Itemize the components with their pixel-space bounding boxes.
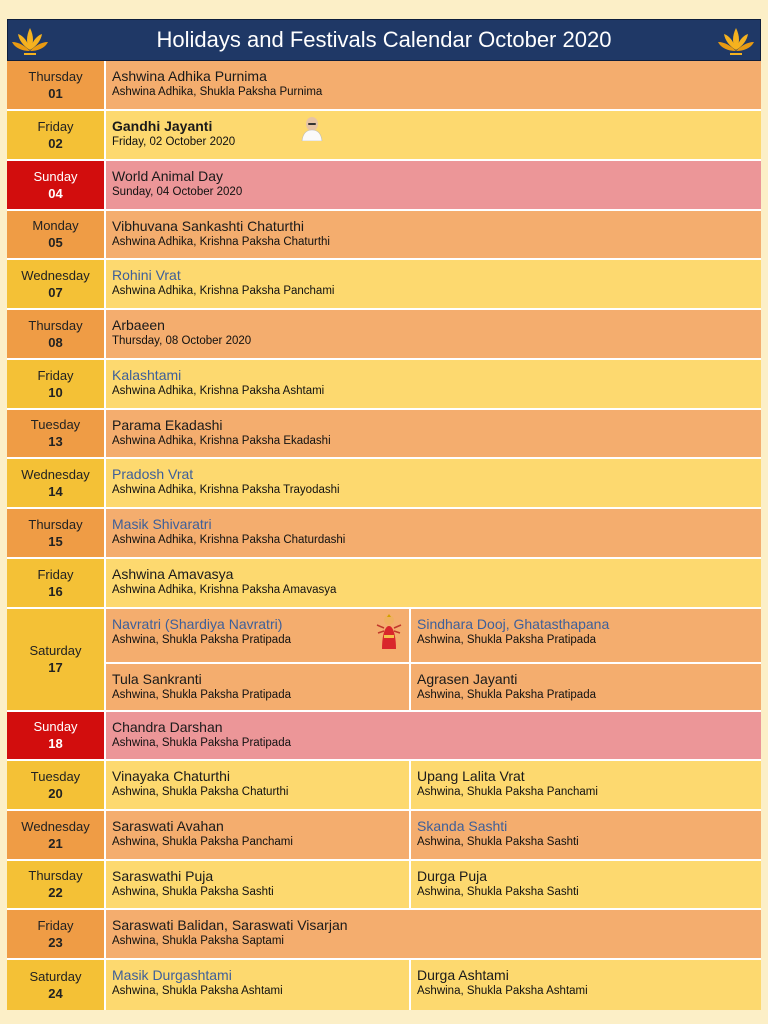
- event-subtitle: Ashwina, Shukla Paksha Ashtami: [112, 985, 283, 997]
- day-cell: [7, 111, 106, 159]
- day-date: 14: [48, 483, 63, 499]
- page-title: Holidays and Festivals Calendar October 2020: [156, 27, 612, 52]
- calendar-row: [7, 260, 761, 310]
- day-cell: [7, 509, 106, 557]
- day-name: Tuesday: [30, 417, 81, 432]
- day-cell: [7, 559, 106, 607]
- day-date: 02: [48, 135, 63, 151]
- calendar-row: [7, 861, 761, 910]
- day-date: 05: [48, 235, 63, 250]
- day-date: 15: [48, 533, 63, 549]
- event-title: Navratri (Shardiya Navratri): [112, 616, 283, 632]
- calendar-row: [7, 712, 761, 761]
- day-cell: [7, 260, 106, 308]
- event-subtitle: Ashwina, Shukla Paksha Sashti: [417, 836, 579, 848]
- event-title: Masik Shivaratri: [112, 516, 212, 532]
- event-subtitle: Ashwina, Shukla Paksha Ashtami: [417, 985, 588, 997]
- event-subtitle: Ashwina Adhika, Krishna Paksha Amavasya: [112, 584, 337, 596]
- day-name: Sunday: [33, 168, 78, 184]
- event-cell: [106, 811, 409, 859]
- event-cell: [106, 861, 409, 908]
- calendar-row: [7, 559, 761, 609]
- day-name: Thursday: [28, 68, 83, 84]
- event-subtitle: Ashwina Adhika, Krishna Paksha Trayodashi: [112, 484, 340, 496]
- event-title: Arbaeen: [112, 317, 165, 333]
- calendar-row: [7, 509, 761, 559]
- event-title: Sindhara Dooj, Ghatasthapana: [417, 616, 610, 632]
- day-name: Wednesday: [21, 267, 90, 283]
- event-title: Tula Sankranti: [112, 671, 202, 687]
- day-date: 10: [48, 384, 63, 400]
- event-title: World Animal Day: [112, 168, 224, 184]
- day-date: 23: [48, 934, 63, 950]
- event-subtitle: Ashwina, Shukla Paksha Saptami: [112, 935, 284, 947]
- calendar-row: [7, 609, 761, 712]
- day-cell: [7, 761, 106, 809]
- day-name: Tuesday: [30, 768, 81, 784]
- calendar-row: [7, 910, 761, 960]
- event-title: Pradosh Vrat: [112, 466, 194, 482]
- event-title: Ashwina Amavasya: [112, 566, 234, 582]
- event-cell: [106, 111, 761, 159]
- calendar-row: [7, 811, 761, 861]
- event-title: Durga Puja: [417, 868, 488, 884]
- event-title: Parama Ekadashi: [112, 417, 223, 433]
- gandhi-portrait-icon: [298, 115, 326, 141]
- day-name: Thursday: [28, 516, 83, 532]
- event-subtitle: Ashwina, Shukla Paksha Pratipada: [112, 737, 291, 749]
- calendar-row: [7, 111, 761, 161]
- event-title: Agrasen Jayanti: [417, 671, 518, 687]
- event-title: Skanda Sashti: [417, 818, 508, 834]
- event-subtitle: Ashwina Adhika, Krishna Paksha Chaturdashi: [112, 534, 346, 546]
- day-name: Thursday: [28, 317, 83, 333]
- day-date: 13: [48, 434, 63, 449]
- day-name: Monday: [32, 218, 79, 233]
- event-subtitle: Ashwina, Shukla Paksha Pratipada: [417, 634, 596, 646]
- event-cell: [106, 761, 409, 809]
- event-title: Masik Durgashtami: [112, 967, 232, 983]
- event-cell: [106, 211, 761, 258]
- event-cell: [106, 61, 761, 109]
- event-title: Saraswathi Puja: [112, 868, 214, 884]
- event-subtitle: Ashwina, Shukla Paksha Panchami: [417, 786, 598, 798]
- event-cell: [106, 410, 761, 457]
- event-subtitle: Ashwina, Shukla Paksha Pratipada: [112, 689, 291, 701]
- day-name: Wednesday: [21, 818, 90, 834]
- event-cell: [106, 910, 761, 958]
- day-name: Friday: [37, 566, 74, 582]
- calendar-page: [7, 19, 761, 1001]
- day-cell: [7, 811, 106, 859]
- calendar-row: [7, 360, 761, 410]
- calendar-row: [7, 161, 761, 211]
- calendar-row: [7, 459, 761, 509]
- day-name: Saturday: [29, 968, 82, 984]
- day-cell: [7, 410, 106, 457]
- calendar-row: [7, 211, 761, 260]
- day-date: 16: [48, 583, 63, 599]
- day-name: Sunday: [33, 719, 78, 734]
- calendar-row: [7, 761, 761, 811]
- event-cell: [106, 509, 761, 557]
- day-name: Friday: [37, 367, 74, 383]
- event-title: Chandra Darshan: [112, 719, 223, 735]
- event-subtitle: Ashwina Adhika, Krishna Paksha Ashtami: [112, 385, 325, 397]
- calendar-row: [7, 960, 761, 1010]
- event-subtitle: Ashwina, Shukla Paksha Panchami: [112, 836, 293, 848]
- calendar-row: [7, 410, 761, 459]
- event-cell: [409, 761, 761, 809]
- event-subtitle: Ashwina Adhika, Krishna Paksha Chaturthi: [112, 236, 330, 248]
- event-subtitle: Sunday, 04 October 2020: [112, 186, 243, 198]
- calendar-row: [7, 310, 761, 360]
- day-cell: [7, 459, 106, 507]
- day-date: 21: [48, 835, 63, 851]
- event-subtitle: Ashwina, Shukla Paksha Chaturthi: [112, 786, 289, 798]
- durga-goddess-icon: [376, 613, 402, 649]
- calendar-header: [7, 19, 761, 61]
- event-cell: [106, 360, 761, 408]
- event-cell: [106, 712, 761, 759]
- day-date: 04: [48, 185, 63, 201]
- day-date: 20: [48, 785, 63, 801]
- event-subtitle: Friday, 02 October 2020: [112, 136, 236, 148]
- event-cell: [409, 609, 761, 662]
- event-cell: [409, 664, 761, 710]
- event-cell: [106, 161, 761, 209]
- event-subtitle: Ashwina, Shukla Paksha Pratipada: [112, 634, 291, 646]
- event-cell: [106, 459, 761, 507]
- event-cell: [409, 960, 761, 1010]
- day-date: 08: [48, 334, 63, 350]
- event-title: Vinayaka Chaturthi: [112, 768, 231, 784]
- day-name: Friday: [37, 118, 74, 134]
- event-subtitle: Ashwina Adhika, Krishna Paksha Ekadashi: [112, 435, 331, 447]
- day-date: 24: [48, 985, 63, 1001]
- event-title: Saraswati Avahan: [112, 818, 224, 834]
- event-subtitle: Ashwina, Shukla Paksha Sashti: [112, 886, 274, 898]
- event-subtitle: Ashwina, Shukla Paksha Sashti: [417, 886, 579, 898]
- day-name: Wednesday: [21, 466, 90, 482]
- day-cell: [7, 910, 106, 958]
- day-name: Thursday: [28, 868, 83, 883]
- event-cell: [106, 260, 761, 308]
- day-cell: [7, 609, 106, 710]
- event-title: Saraswati Balidan, Saraswati Visarjan: [112, 917, 348, 933]
- day-date: 22: [48, 885, 63, 900]
- day-cell: [7, 61, 106, 109]
- day-date: 18: [48, 736, 63, 751]
- lotus-icon: [10, 24, 50, 58]
- day-cell: [7, 310, 106, 358]
- day-date: 01: [48, 85, 63, 101]
- event-title: Durga Ashtami: [417, 967, 509, 983]
- day-cell: [7, 360, 106, 408]
- event-title: Upang Lalita Vrat: [417, 768, 525, 784]
- day-cell: [7, 861, 106, 908]
- lotus-icon: [716, 24, 756, 58]
- day-name: Friday: [37, 917, 74, 933]
- event-title: Vibhuvana Sankashti Chaturthi: [112, 218, 304, 234]
- day-cell: [7, 960, 106, 1010]
- day-cell: [7, 161, 106, 209]
- event-title: Ashwina Adhika Purnima: [112, 68, 267, 84]
- day-name: Saturday: [29, 643, 82, 658]
- event-cell: [106, 609, 409, 662]
- event-cell: [106, 310, 761, 358]
- day-cell: [7, 712, 106, 759]
- event-cell: [106, 960, 409, 1010]
- event-cell: [106, 664, 409, 710]
- event-cell: [409, 861, 761, 908]
- event-cell: [106, 559, 761, 607]
- event-title: Kalashtami: [112, 367, 182, 383]
- event-title: Gandhi Jayanti: [112, 118, 213, 134]
- day-date: 17: [48, 660, 63, 675]
- event-subtitle: Thursday, 08 October 2020: [112, 335, 252, 347]
- event-subtitle: Ashwina Adhika, Shukla Paksha Purnima: [112, 86, 323, 98]
- day-date: 07: [48, 284, 63, 300]
- calendar-row: [7, 61, 761, 111]
- event-subtitle: Ashwina Adhika, Krishna Paksha Panchami: [112, 285, 335, 297]
- event-subtitle: Ashwina, Shukla Paksha Pratipada: [417, 689, 596, 701]
- event-title: Rohini Vrat: [112, 267, 181, 283]
- event-cell: [409, 811, 761, 859]
- day-cell: [7, 211, 106, 258]
